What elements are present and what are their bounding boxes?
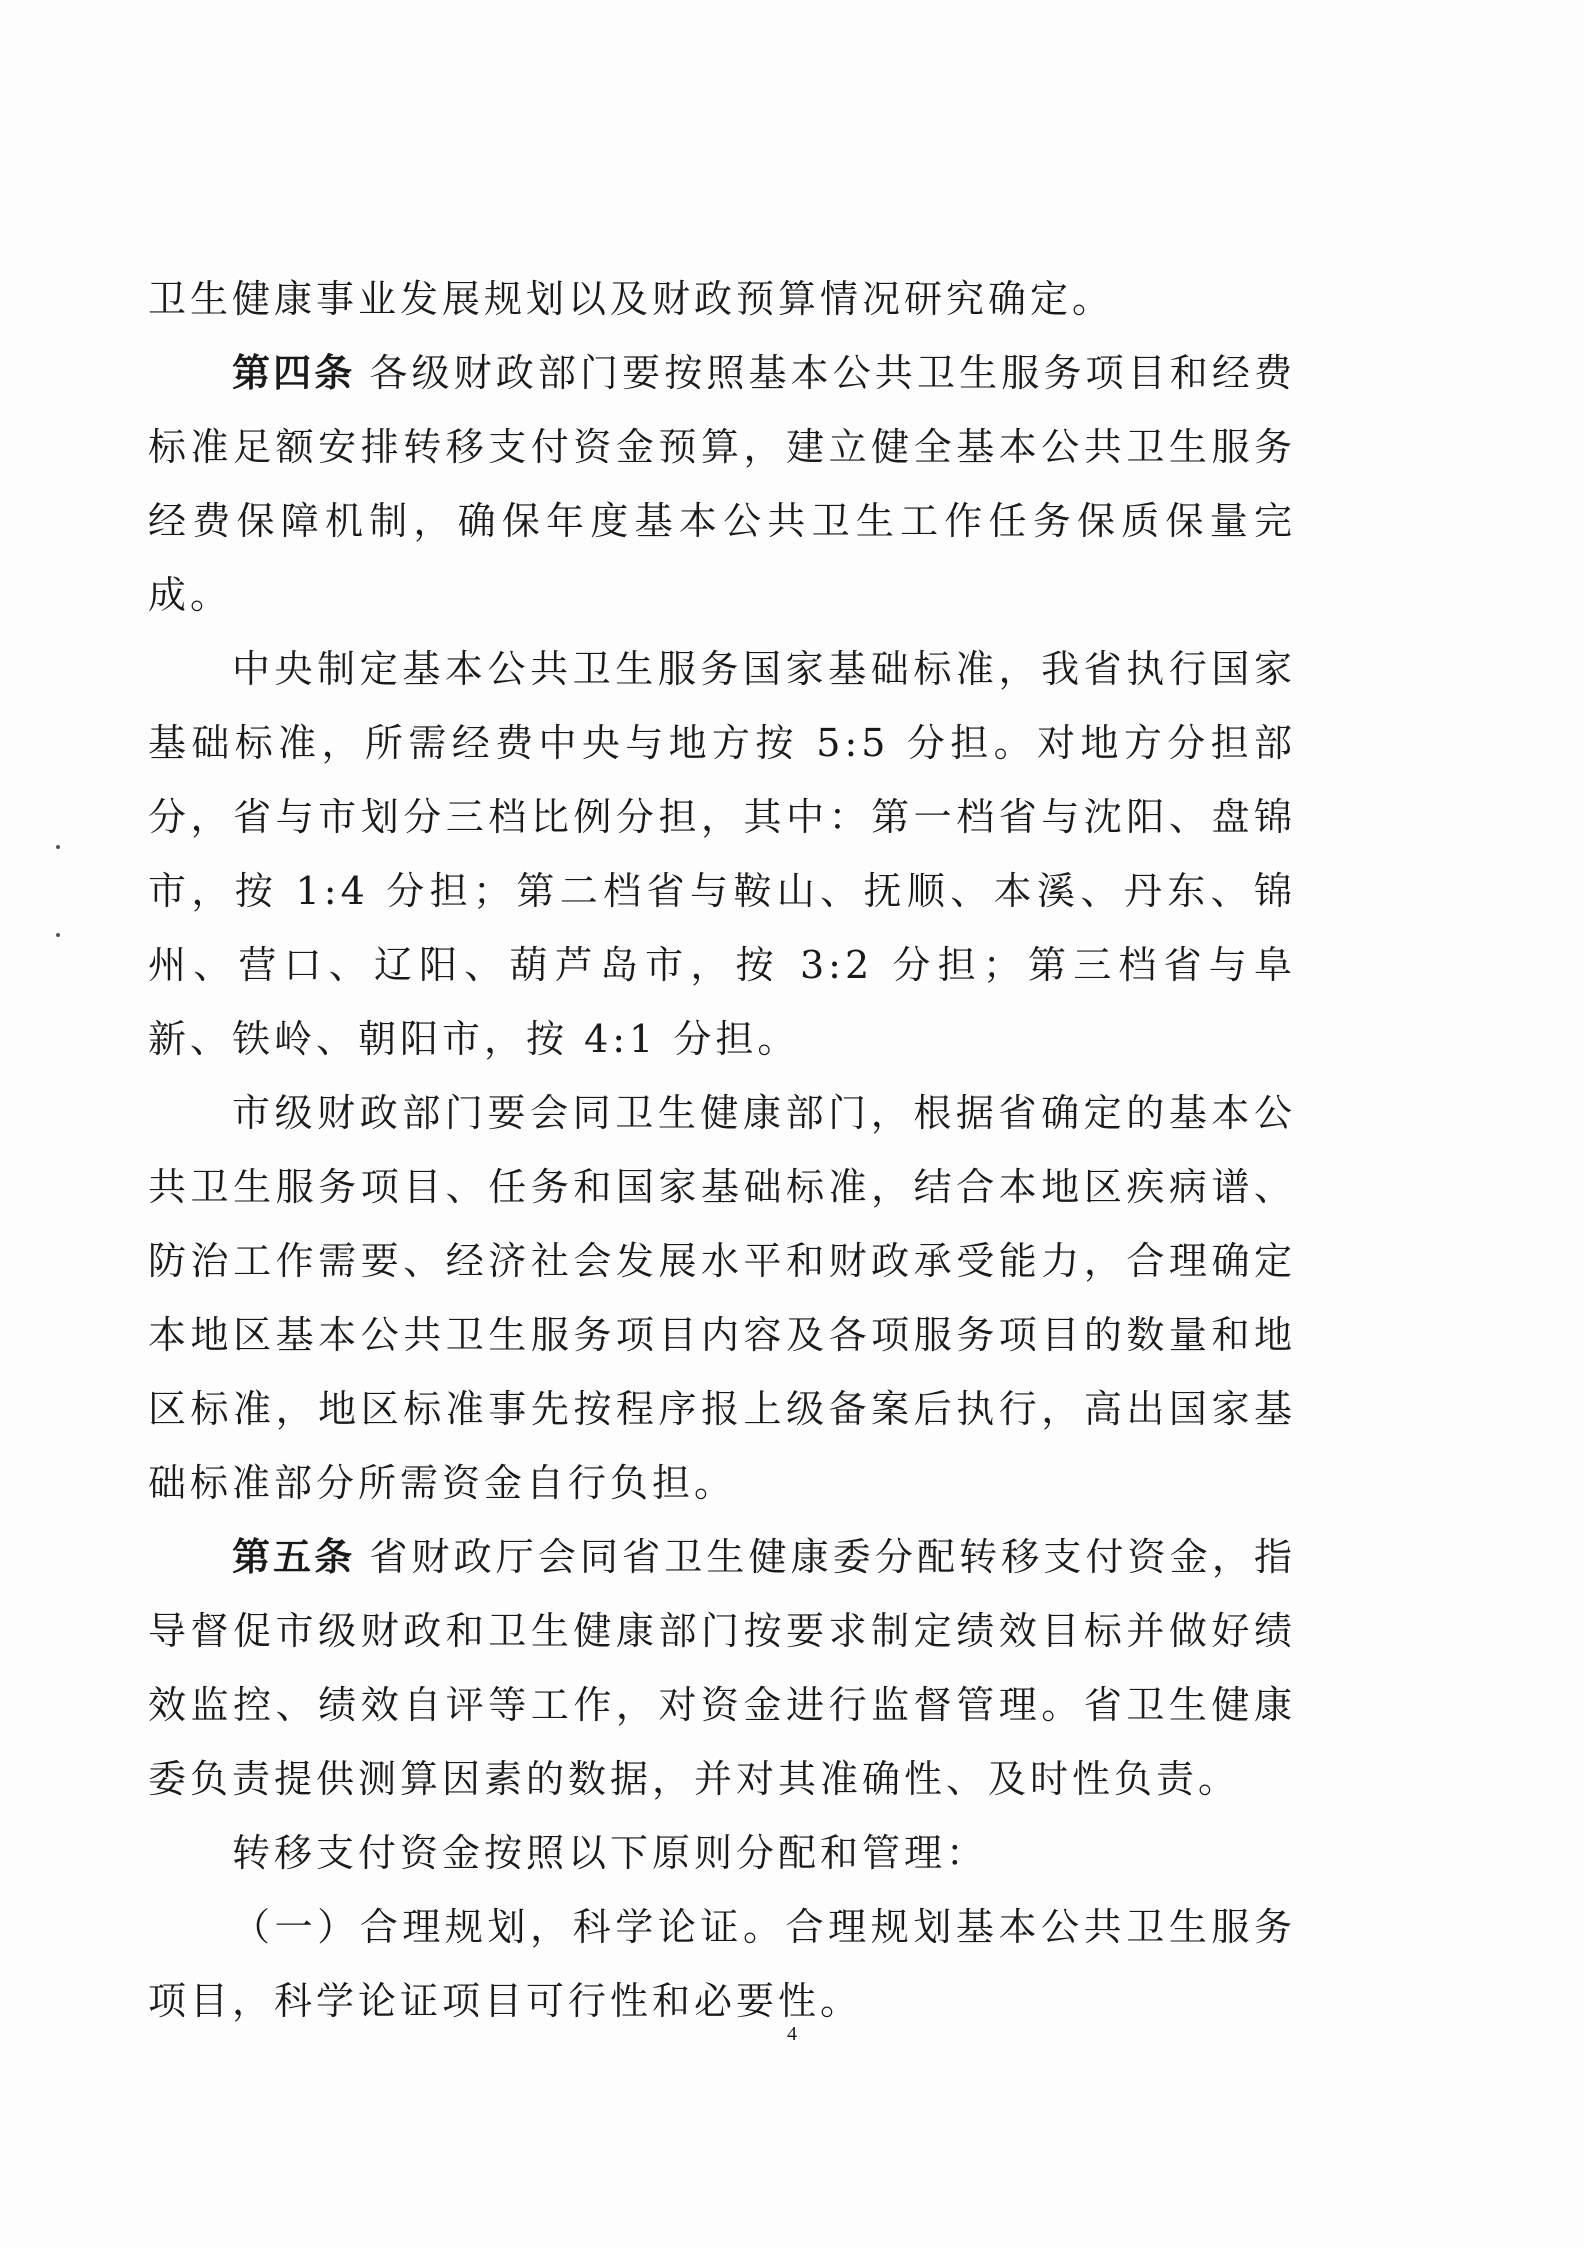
paragraph-municipal-finance: 市级财政部门要会同卫生健康部门，根据省确定的基本公共卫生服务项目、任务和国家基础标准，结合本地区疾病谱、防治工作需要、经济社会发展水平和财政承受能力，合理确定本地区基本公共卫生服务项目内容及各项服务项目的数量和地区标准，地区标准事先按程序报上级备案后执行，高出国家基础标准部分所需资金自行负担。 xyxy=(148,1091,1296,1505)
page-number: 4 xyxy=(787,2023,797,2045)
paragraph-article-4: 第四条 各级财政部门要按照基本公共卫生服务项目和经费标准足额安排转移支付资金预算，建立健全基本公共卫生服务经费保障机制，确保年度基本公共卫生工作任务保质保量完成。 xyxy=(148,351,1296,617)
scan-speck xyxy=(56,845,60,849)
paragraph-continuation: 卫生健康事业发展规划以及财政预算情况研究确定。 xyxy=(148,277,1115,321)
paragraph-article-5: 第五条 省财政厅会同省卫生健康委分配转移支付资金，指导督促市级财政和卫生健康部门按要求制定绩效目标并做好绩效监控、绩效自评等工作，对资金进行监督管理。省卫生健康委负责提供测算因素的数据，并对其准确性、及时性负责。 xyxy=(148,1535,1296,1801)
paragraph-central-standard: 中央制定基本公共卫生服务国家基础标准，我省执行国家基础标准，所需经费中央与地方按 5:5 分担。对地方分担部分，省与市划分三档比例分担，其中：第一档省与沈阳、盘锦市，按 1:4 分担；第二档省与鞍山、抚顺、本溪、丹东、锦州、营口、辽阳、葫芦岛市，按 3:2 分担；第三档省与阜新、铁岭、朝阳市，按 4:1 分担。 xyxy=(148,647,1296,1061)
article-5-label: 第五条 xyxy=(232,1535,356,1579)
paragraph-allocation-principles: 转移支付资金按照以下原则分配和管理： xyxy=(232,1831,989,1875)
article-4-label: 第四条 xyxy=(232,351,356,395)
body-text xyxy=(148,262,1296,2038)
paragraph-principle-1: （一）合理规划，科学论证。合理规划基本公共卫生服务项目，科学论证项目可行性和必要性。 xyxy=(148,1905,1296,2023)
scan-speck xyxy=(56,933,60,937)
